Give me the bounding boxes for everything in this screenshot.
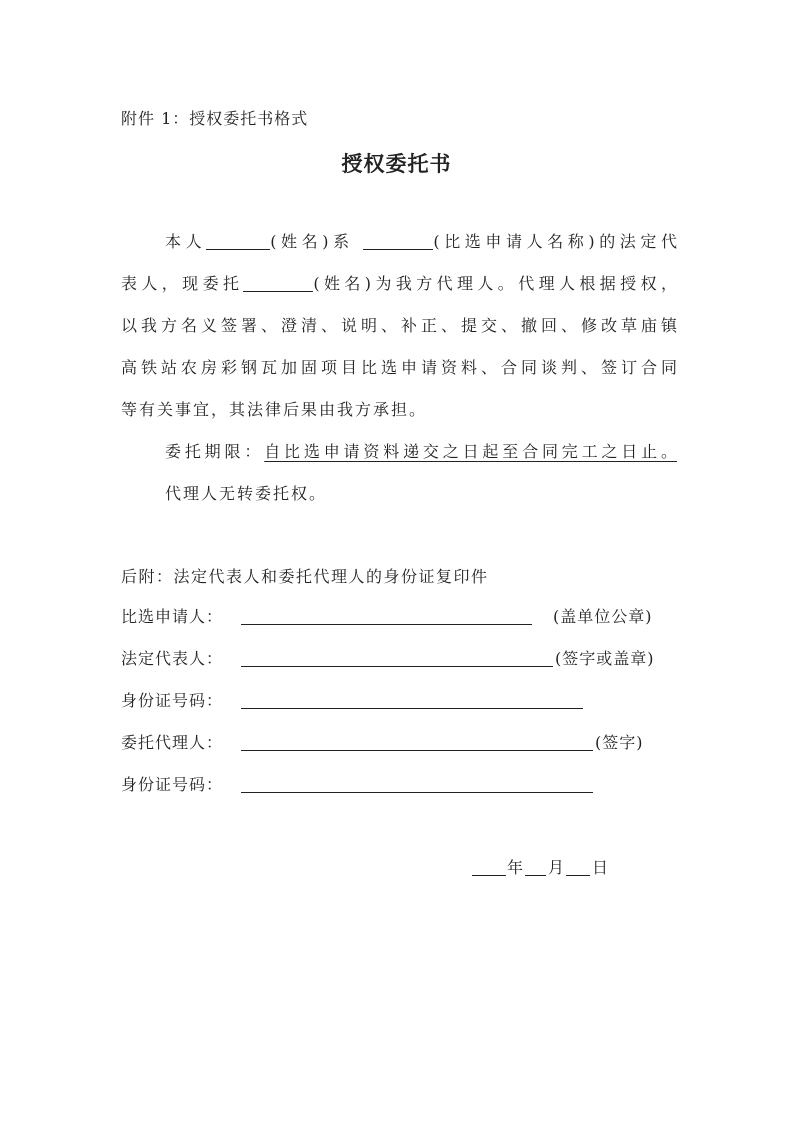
body-line-3: 以我方名义签署、澄清、说明、补正、提交、撤回、修改草庙镇 xyxy=(121,316,677,335)
field-line-agent[interactable] xyxy=(241,750,593,751)
term-value: 自比选申请资料递交之日起至合同完工之日止。 xyxy=(264,442,677,461)
body-line-1 xyxy=(165,230,677,254)
term-label: 委托期限： xyxy=(165,442,265,461)
date-year-blank[interactable] xyxy=(472,875,506,876)
document-title: 授权委托书 xyxy=(341,151,452,176)
date-day-blank[interactable] xyxy=(566,875,590,876)
text-segment: 本人 xyxy=(165,232,207,251)
text-segment: (比选申请人名称)的法定代 xyxy=(433,232,677,251)
field-label-id-1: 身份证号码： xyxy=(121,691,224,710)
field-line-legal-rep[interactable] xyxy=(241,666,553,667)
body-line-4: 高铁站农房彩钢瓦加固项目比选申请资料、合同谈判、签订合同 xyxy=(121,358,677,377)
field-label-id-2: 身份证号码： xyxy=(121,775,224,794)
date-day-label: 日 xyxy=(592,858,609,877)
text-segment: 表人，现委托 xyxy=(121,274,244,293)
attachment-heading: 附件 1：授权委托书格式 xyxy=(121,109,309,128)
field-suffix-legal-rep: (签字或盖章) xyxy=(555,649,655,668)
blank-name-2 xyxy=(243,273,313,292)
appendix-note: 后附：法定代表人和委托代理人的身份证复印件 xyxy=(121,567,489,586)
blank-name-1 xyxy=(206,231,270,250)
body-line-5: 等有关事宜，其法律后果由我方承担。 xyxy=(121,400,428,419)
text-segment: (姓名)系 xyxy=(270,232,354,251)
text-segment: (姓名)为我方代理人。代理人根据授权， xyxy=(313,274,677,293)
field-label-legal-rep: 法定代表人： xyxy=(121,649,224,668)
date-month-blank[interactable] xyxy=(525,875,546,876)
no-transfer-note: 代理人无转委托权。 xyxy=(165,484,328,503)
term-line xyxy=(165,440,677,464)
field-label-applicant: 比选申请人： xyxy=(121,607,224,626)
field-line-applicant[interactable] xyxy=(241,624,532,625)
field-label-agent: 委托代理人： xyxy=(121,733,224,752)
date-month-label: 月 xyxy=(548,858,565,877)
field-line-id-2[interactable] xyxy=(241,792,593,793)
date-year-label: 年 xyxy=(507,858,524,877)
body-line-2 xyxy=(121,272,677,296)
field-suffix-applicant: (盖单位公章) xyxy=(553,607,653,626)
field-line-id-1[interactable] xyxy=(241,708,583,709)
field-suffix-agent: (签字) xyxy=(595,733,644,752)
blank-applicant-name xyxy=(363,231,433,250)
